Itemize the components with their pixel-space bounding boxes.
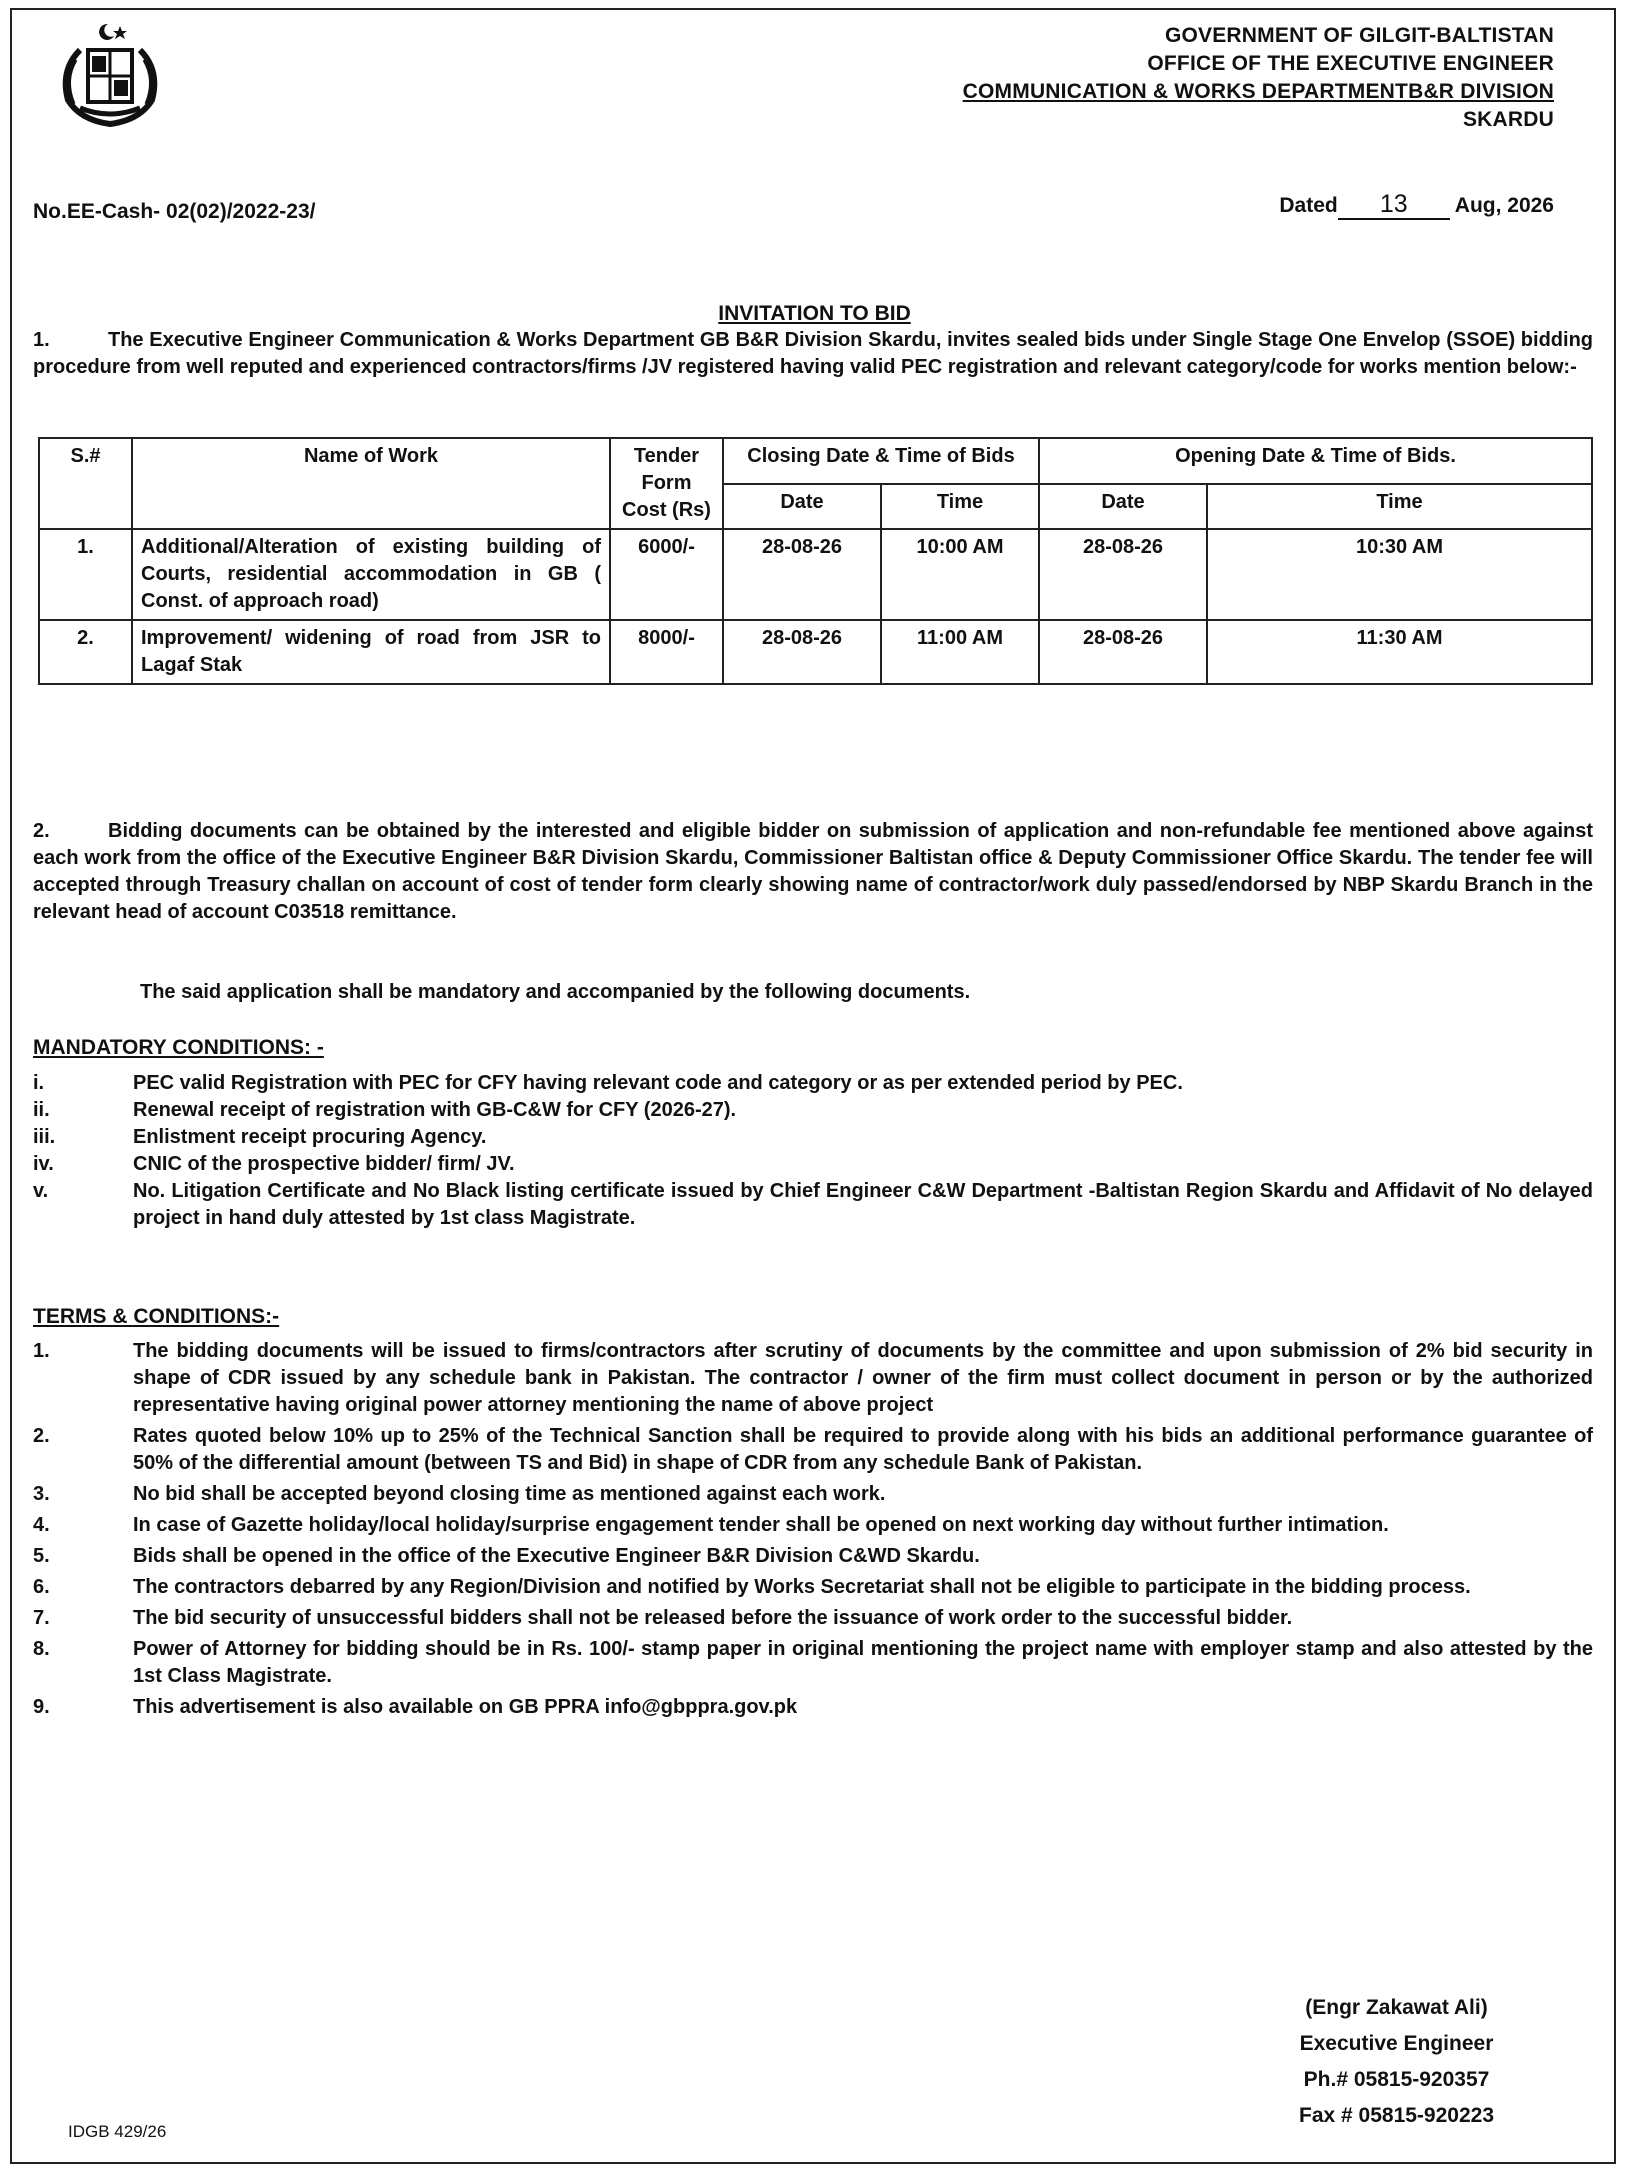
- row-cost: 8000/-: [610, 620, 723, 684]
- item-text: The bid security of unsuccessful bidders shall not be released before the issuance of work order to the successful bidder.: [133, 1607, 1293, 1629]
- signature-block: [1299, 1990, 1494, 2134]
- row-name: Improvement/ widening of road from JSR to Lagaf Stak: [132, 620, 610, 684]
- list-item: [33, 1512, 1593, 1539]
- row-name: Additional/Alteration of existing building of Courts, residential accommodation in GB ( Const. of approach road): [132, 529, 610, 620]
- item-number: iii.: [33, 1126, 56, 1148]
- item-text: The bidding documents will be issued to firms/contractors after scrutiny of documents by the committee and upon submission of 2% bid security in shape of CDR issued by any schedule bank in Pakistan. The contractor / owner of the firm must collect document in person or by the authorized representative having original power attorney mentioning the name of above project: [133, 1340, 1593, 1416]
- list-item: [33, 1694, 1593, 1721]
- item-text: In case of Gazette holiday/local holiday/surprise engagement tender shall be opened on next working day without further intimation.: [133, 1514, 1389, 1536]
- terms-heading: TERMS & CONDITIONS:-: [33, 1305, 280, 1328]
- list-item: [33, 1070, 1593, 1097]
- item-number: ii.: [33, 1099, 50, 1121]
- dated-day: 13: [1338, 190, 1450, 220]
- item-number: 3.: [33, 1483, 50, 1505]
- item-number: 4.: [33, 1514, 50, 1536]
- row-close-time: 11:00 AM: [881, 620, 1039, 684]
- intro-paragraph: [33, 327, 1593, 381]
- list-item: [33, 1481, 1593, 1508]
- mandatory-heading: MANDATORY CONDITIONS: -: [33, 1036, 324, 1059]
- item-text: CNIC of the prospective bidder/ firm/ JV.: [133, 1153, 515, 1175]
- header-opening-time: Time: [1207, 484, 1592, 530]
- header-name-of-work: Name of Work: [132, 438, 610, 529]
- header-opening: Opening Date & Time of Bids.: [1039, 438, 1592, 484]
- header-line-city: SKARDU: [1462, 108, 1554, 131]
- row-cost: 6000/-: [610, 529, 723, 620]
- item-number: 1.: [33, 1340, 50, 1362]
- item-number: v.: [33, 1180, 49, 1202]
- table-header-row: [39, 438, 1592, 484]
- intro-number: 1.: [33, 329, 50, 351]
- header-closing: Closing Date & Time of Bids: [723, 438, 1039, 484]
- signatory-phone: Ph.# 05815-920357: [1303, 2068, 1490, 2091]
- said-application-line: The said application shall be mandatory and accompanied by the following documents.: [140, 981, 971, 1003]
- item-number: iv.: [33, 1153, 54, 1175]
- item-text: No bid shall be accepted beyond closing time as mentioned against each work.: [133, 1483, 886, 1505]
- bidding-paragraph: [33, 818, 1593, 926]
- advertisement-code: IDGB 429/26: [68, 2122, 167, 2141]
- table-row: [39, 620, 1592, 684]
- header-sn: S.#: [39, 438, 132, 529]
- header-line-office: OFFICE OF THE EXECUTIVE ENGINEER: [1147, 52, 1554, 75]
- row-close-date: 28-08-26: [723, 620, 881, 684]
- item-text: Enlistment receipt procuring Agency.: [133, 1126, 487, 1148]
- item-number: 5.: [33, 1545, 50, 1567]
- list-item: [33, 1574, 1593, 1601]
- document-title: INVITATION TO BID: [718, 302, 911, 325]
- item-text: The contractors debarred by any Region/Division and notified by Works Secretariat shall not be eligible to participate in the bidding process.: [133, 1576, 1471, 1598]
- intro-text: The Executive Engineer Communication & Works Department GB B&R Division Skardu, invites sealed bids under Single Stage One Envelop (SSOE) bidding procedure from well reputed and experienced contractors/firms /JV registered having valid PEC registration and relevant category/code for works mention below:-: [33, 329, 1593, 378]
- row-sn: 2.: [39, 620, 132, 684]
- reference-number: No.EE-Cash- 02(02)/2022-23/: [33, 200, 316, 223]
- dated-label: Dated: [1279, 194, 1338, 217]
- list-item: [33, 1543, 1593, 1570]
- item-text: Power of Attorney for bidding should be in Rs. 100/- stamp paper in original mentioning the project name with employer stamp and also attested by the 1st Class Magistrate.: [133, 1638, 1593, 1687]
- item-number: 2.: [33, 1425, 50, 1447]
- item-text: Rates quoted below 10% up to 25% of the Technical Sanction shall be required to provide along with his bids an additional performance guarantee of 50% of the differential amount (between TS and Bid) in shape of CDR from any schedule Bank of Pakistan.: [133, 1425, 1593, 1474]
- row-sn: 1.: [39, 529, 132, 620]
- row-open-time: 11:30 AM: [1207, 620, 1592, 684]
- terms-list: [33, 1338, 1593, 1721]
- signatory-designation: Executive Engineer: [1299, 2032, 1494, 2055]
- header-closing-time: Time: [881, 484, 1039, 530]
- item-number: 8.: [33, 1638, 50, 1660]
- item-text: Bids shall be opened in the office of the Executive Engineer B&R Division C&WD Skardu.: [133, 1545, 980, 1567]
- item-text: Renewal receipt of registration with GB-C&W for CFY (2026-27).: [133, 1099, 737, 1121]
- list-item: [33, 1151, 1593, 1178]
- item-text: No. Litigation Certificate and No Black listing certificate issued by Chief Engineer C&W Department -Baltistan Region Skardu and Affidavit of No delayed project in hand duly attested by 1st class Magistrate.: [133, 1180, 1593, 1229]
- row-open-date: 28-08-26: [1039, 620, 1207, 684]
- letterhead: [963, 22, 1554, 134]
- header-closing-date: Date: [723, 484, 881, 530]
- item-number: 6.: [33, 1576, 50, 1598]
- dated-line: [1279, 190, 1554, 220]
- list-item: [33, 1178, 1593, 1232]
- government-emblem-icon: [50, 20, 170, 130]
- item-text: This advertisement is also available on GB PPRA info@gbppra.gov.pk: [133, 1696, 798, 1718]
- mandatory-list: [33, 1070, 1593, 1232]
- header-line-department: COMMUNICATION & WORKS DEPARTMENTB&R DIVISION: [962, 80, 1554, 103]
- list-item: [33, 1338, 1593, 1419]
- row-open-time: 10:30 AM: [1207, 529, 1592, 620]
- row-close-time: 10:00 AM: [881, 529, 1039, 620]
- header-tender-cost: Tender Form Cost (Rs): [610, 438, 723, 529]
- item-text: PEC valid Registration with PEC for CFY having relevant code and category or as per extended period by PEC.: [133, 1072, 1183, 1094]
- row-close-date: 28-08-26: [723, 529, 881, 620]
- works-table: [38, 437, 1593, 685]
- signatory-fax: Fax # 05815-920223: [1299, 2104, 1494, 2127]
- header-opening-date: Date: [1039, 484, 1207, 530]
- item-number: 7.: [33, 1607, 50, 1629]
- list-item: [33, 1124, 1593, 1151]
- list-item: [33, 1423, 1593, 1477]
- row-open-date: 28-08-26: [1039, 529, 1207, 620]
- item-number: i.: [33, 1072, 45, 1094]
- list-item: [33, 1097, 1593, 1124]
- table-row: [39, 529, 1592, 620]
- signatory-name: (Engr Zakawat Ali): [1305, 1996, 1488, 2019]
- bidding-number: 2.: [33, 820, 50, 842]
- list-item: [33, 1605, 1593, 1632]
- dated-month-year: Aug, 2026: [1454, 194, 1554, 217]
- item-number: 9.: [33, 1696, 50, 1718]
- list-item: [33, 1636, 1593, 1690]
- bidding-text: Bidding documents can be obtained by the interested and eligible bidder on submission of application and non-refundable fee mentioned above against each work from the office of the Executive Engineer B&R Division Skardu, Commissioner Baltistan office & Deputy Commissioner Office Skardu. The tender fee will accepted through Treasury challan on account of cost of tender form clearly showing name of contractor/work duly passed/endorsed by NBP Skardu Branch in the relevant head of account C03518 remittance.: [33, 820, 1593, 923]
- header-line-government: GOVERNMENT OF GILGIT-BALTISTAN: [1164, 24, 1554, 47]
